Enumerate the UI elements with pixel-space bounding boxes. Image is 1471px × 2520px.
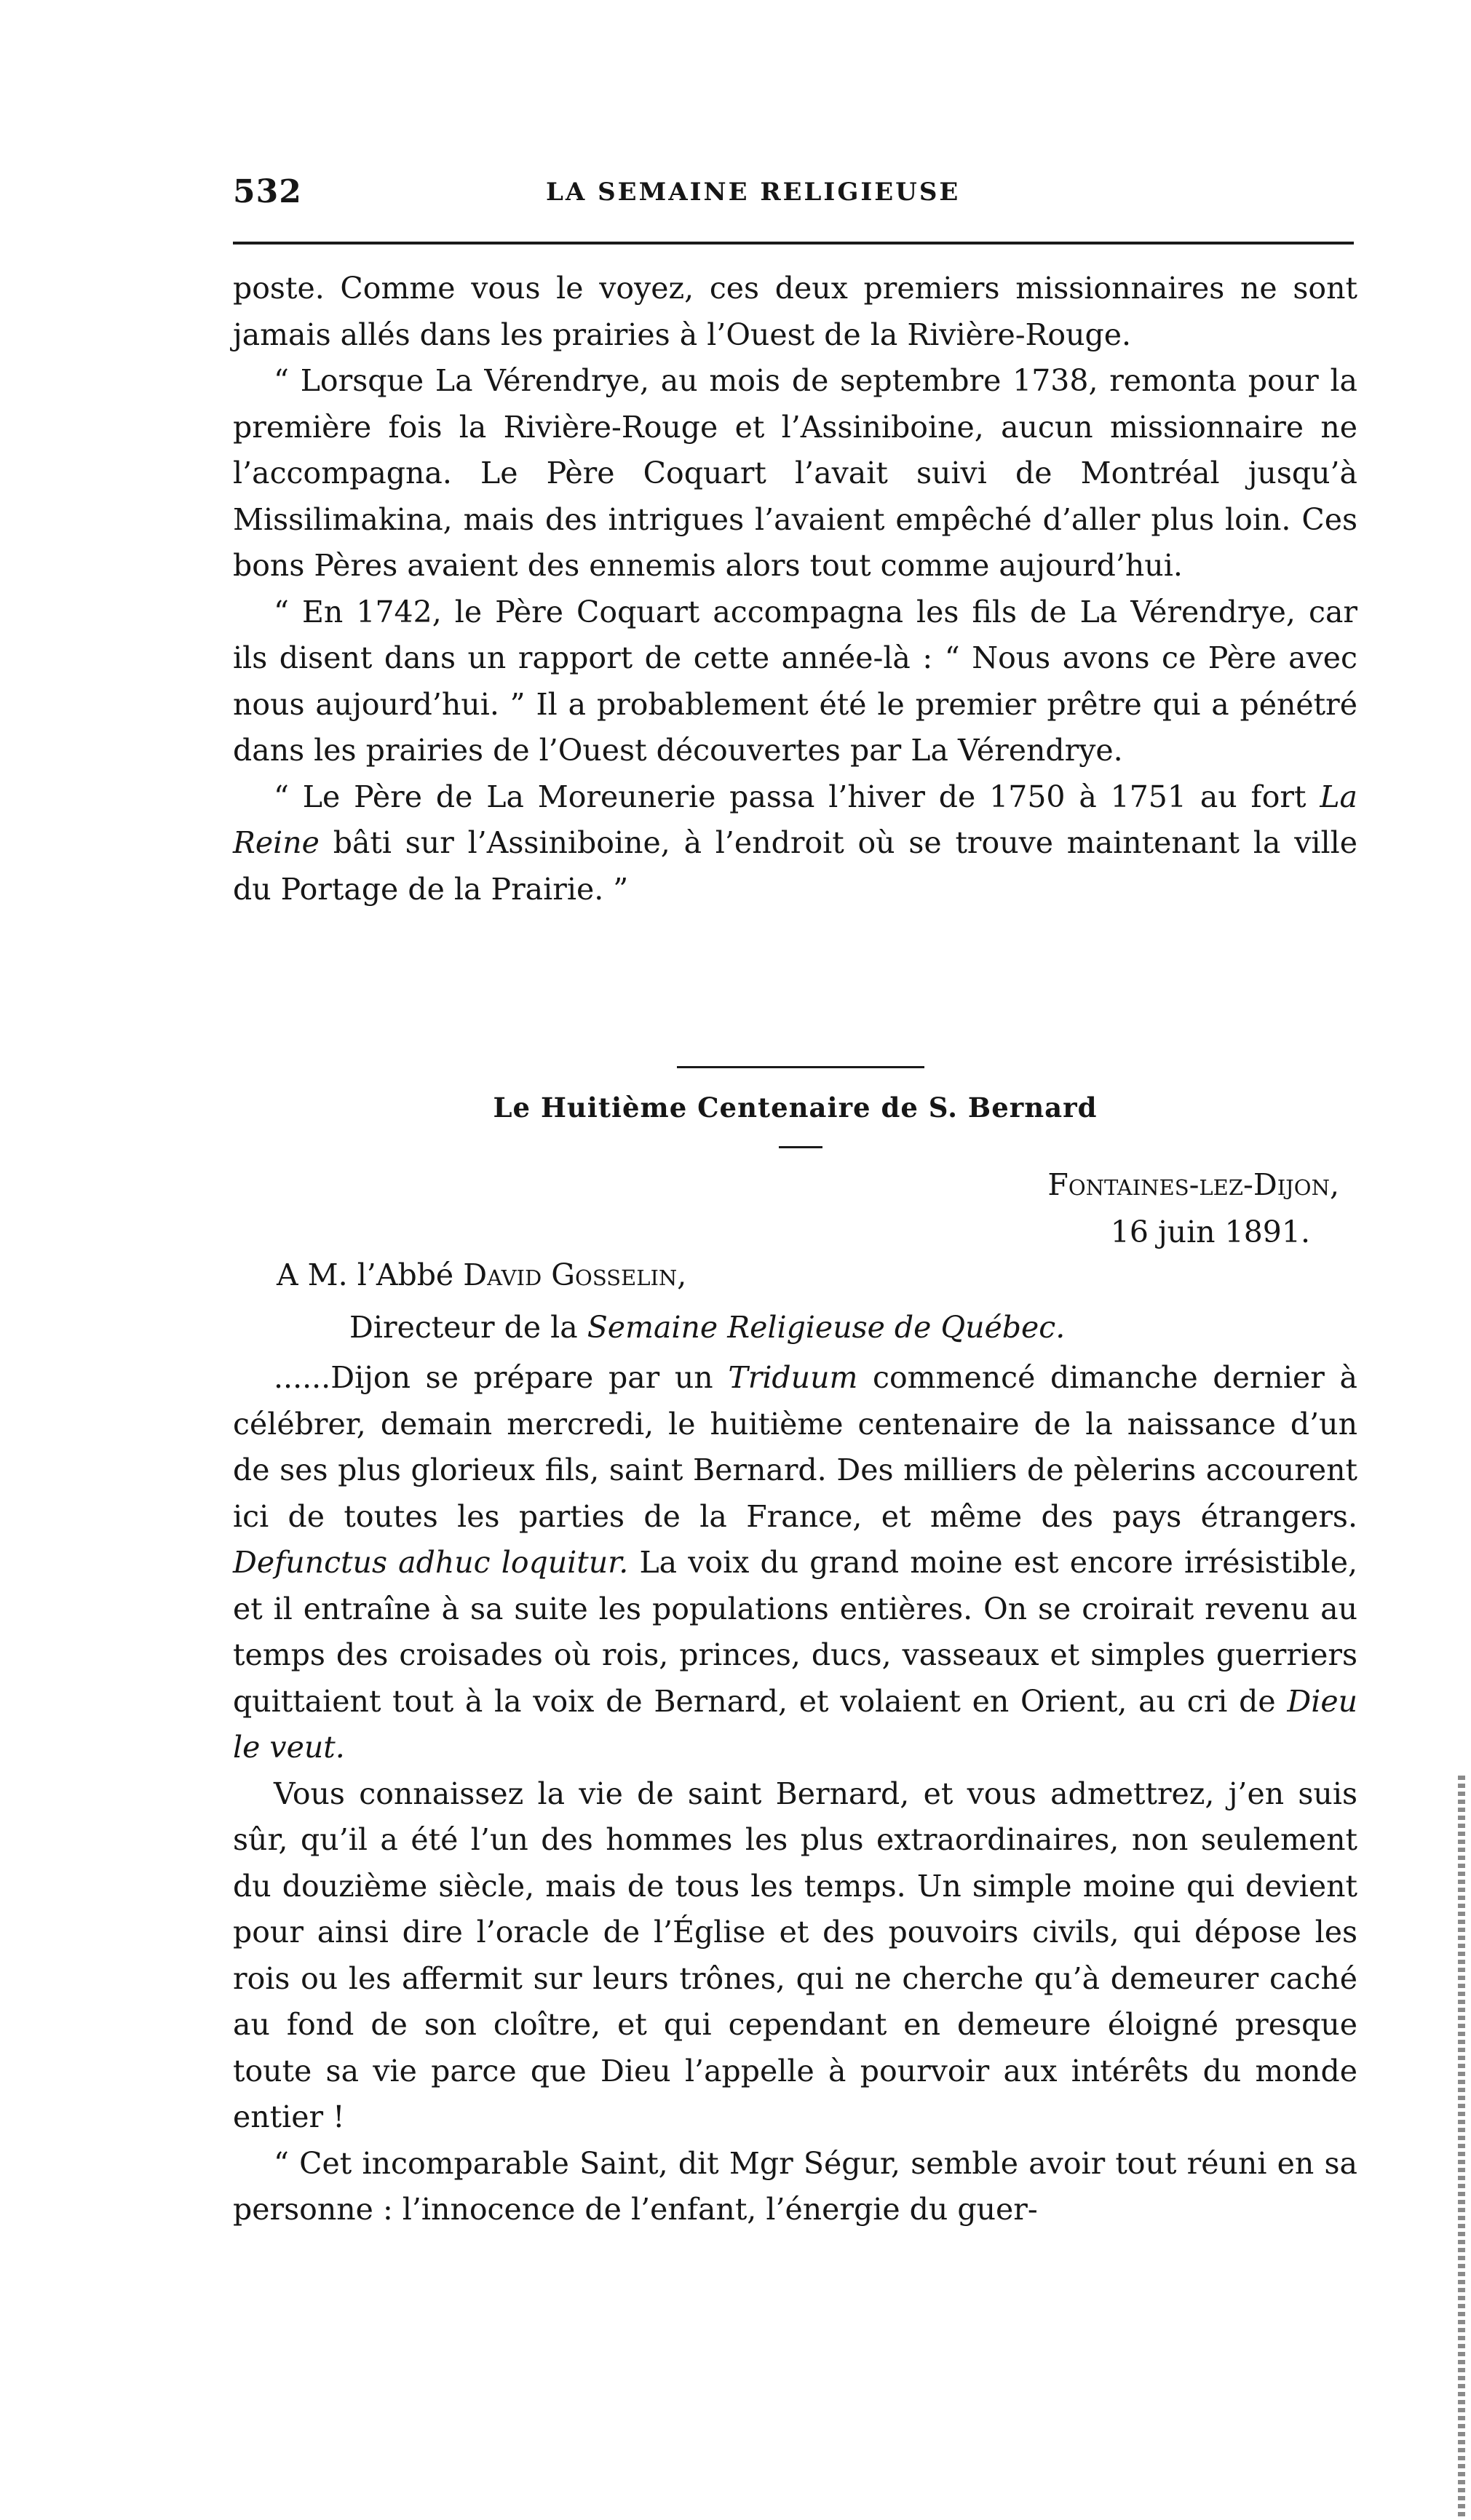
paragraph-3: “ En 1742, le Père Coquart accompagna les fils de La Vérendrye, car ils disent dans un rapport de cette année-là : “ Nous avons ce Père avec nous aujourd’hui. ” Il a probablement été le premier prêtre qui a pénétré dans les prairies de l’Ouest découvertes par La Vérendrye. xyxy=(233,594,1357,768)
dateline-date: 16 juin 1891. xyxy=(1110,1215,1310,1249)
paragraph-2: “ Lorsque La Vérendrye, au mois de septembre 1738, remonta pour la première fois la Rivière-Rouge et l’Assiniboine, aucun missionnaire ne l’accompagna. Le Père Coquart l’avait suivi de Montréal jusqu’à Missilimakina, mais des intrigues l’avaient empêché d’aller plus loin. Ces bons Pères avaient des ennemis alors tout comme aujourd’hui. xyxy=(233,363,1357,583)
fort-name-italic: La Reine xyxy=(233,779,1357,860)
dateline-place: Fontaines-lez-Dijon, xyxy=(1047,1167,1339,1202)
scan-edge-artifact xyxy=(1458,1776,1465,2518)
paragraph-1: poste. Comme vous le voyez, ces deux premiers missionnaires ne sont jamais allés dans les prairies à l’Ouest de la Rivière-Rouge. xyxy=(233,271,1357,352)
title-underline xyxy=(779,1146,822,1148)
role-prefix: Directeur de la xyxy=(349,1310,587,1345)
page-number: 532 xyxy=(233,173,302,210)
letter-body xyxy=(233,1355,1357,2233)
addressee-role xyxy=(349,1310,1065,1345)
letter-paragraph-1 xyxy=(233,1355,1357,1771)
section-divider xyxy=(677,1066,924,1068)
running-head: LA SEMAINE RELIGIEUSE xyxy=(546,178,961,207)
triduum-italic: Triduum xyxy=(728,1360,858,1395)
letter-p1-text-a: ......Dijon se prépare par un xyxy=(274,1360,729,1395)
letter-p1-text-c: La voix du grand moine est encore irrésistible, et il entraîne à sa suite les populations entières. On se croirait revenu au temps des croisades où rois, princes, ducs, vasseaux et simples guerriers quittaient tout à la voix de Bernard, et volaient en Orient, au cri de xyxy=(233,1545,1358,1719)
header-rule xyxy=(233,242,1354,245)
letter-p1-text-b: commencé dimanche dernier à célébrer, demain mercredi, le huitième centenaire de la naissance d’un de ses plus glorieux fils, saint Bernard. Des milliers de pèlerins accourent ici de toutes les parties de la France, et même des pays étrangers. xyxy=(233,1360,1357,1534)
addressee-name: David Gosselin, xyxy=(463,1257,687,1292)
latin-quote-italic: Defunctus adhuc loquitur. xyxy=(233,1545,629,1580)
paragraph-4-text-a: “ Le Père de La Moreunerie passa l’hiver de 1750 à 1751 au fort xyxy=(274,779,1320,814)
letter-addressee xyxy=(277,1257,686,1292)
paragraph-4 xyxy=(233,774,1357,913)
publication-title-italic: Semaine Religieuse de Québec. xyxy=(587,1310,1066,1345)
page-header xyxy=(233,173,1354,217)
section-title: Le Huitième Centenaire de S. Bernard xyxy=(493,1092,1098,1124)
paragraph-4-text-b: bâti sur l’Assiniboine, à l’endroit où se trouve maintenant la ville du Portage de la Prairie. ” xyxy=(233,825,1357,907)
article-body xyxy=(233,266,1357,913)
addressee-prefix: A M. l’Abbé xyxy=(277,1257,464,1292)
letter-paragraph-2: Vous connaissez la vie de saint Bernard, et vous admettrez, j’en suis sûr, qu’il a été l’un des hommes les plus extraordinaires, non seulement du douzième siècle, mais de tous les temps. Un simple moine qui devient pour ainsi dire l’oracle de l’Église et des pouvoirs civils, qui dépose les rois ou les affermit sur leurs trônes, qui ne cherche qu’à demeurer caché au fond de son cloître, et qui cependant en demeure éloigné presque toute sa vie parce que Dieu l’appelle à pourvoir aux intérêts du monde entier ! xyxy=(233,1776,1357,2134)
battle-cry-italic: Dieu le veut. xyxy=(233,1683,1357,1765)
letter-paragraph-3: “ Cet incomparable Saint, dit Mgr Ségur, semble avoir tout réuni en sa personne : l’innocence de l’enfant, l’énergie du guer- xyxy=(233,2145,1357,2227)
